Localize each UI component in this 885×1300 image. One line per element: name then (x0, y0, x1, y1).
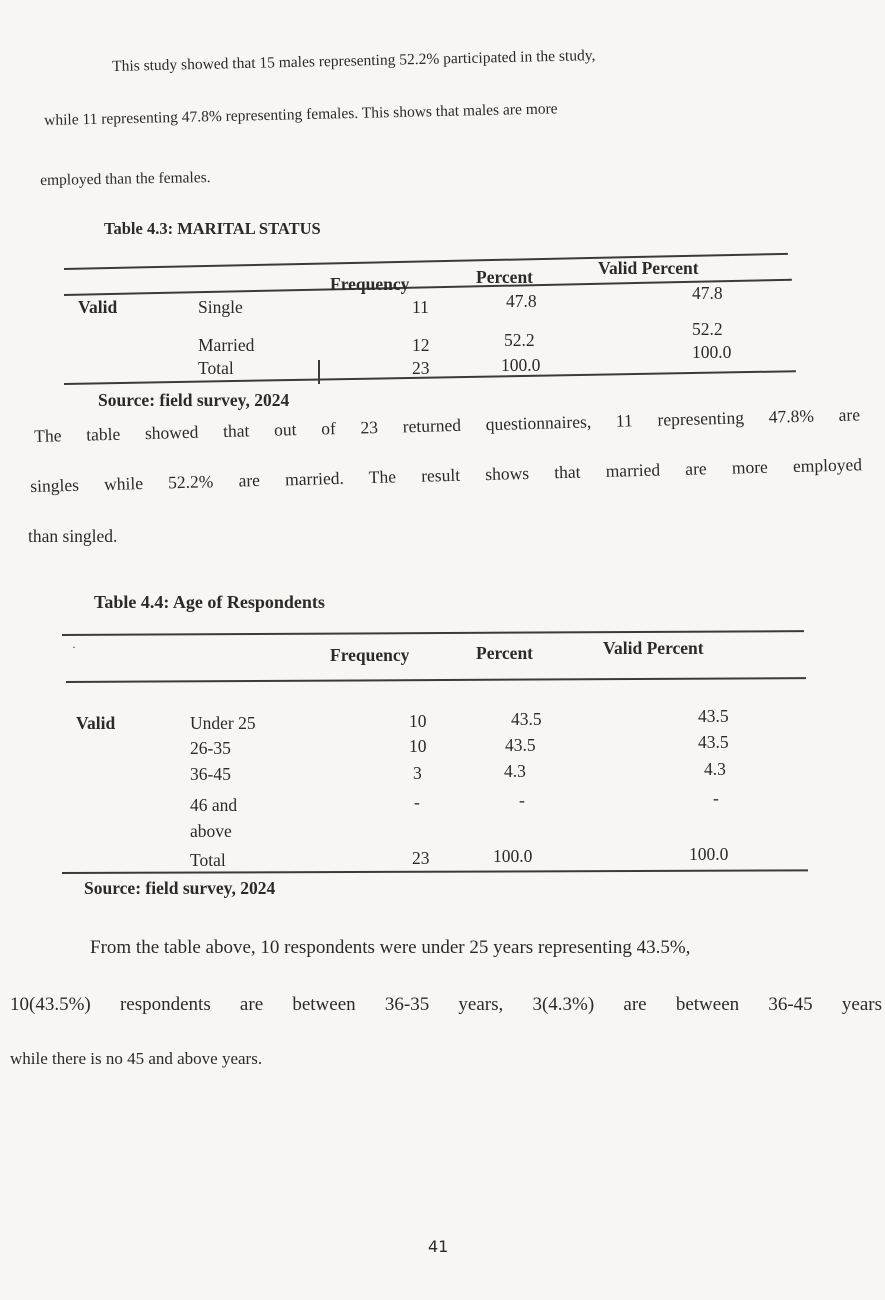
column-header-frequency: Frequency (330, 274, 410, 294)
marital-line-1: The table showed that out of 23 returned questionnaires, 11 representing 47.8% are (34, 404, 861, 446)
cell-frequency: 12 (412, 335, 430, 355)
row-label-46-and-above: 46 and (190, 795, 238, 815)
cell-valid-percent: 4.3 (704, 759, 726, 779)
cell-valid-percent: 52.2 (692, 319, 723, 339)
cell-valid-percent: 100.0 (689, 844, 729, 864)
cell-frequency: - (414, 792, 420, 812)
cell-frequency: 23 (412, 358, 430, 378)
page-number: 41 (428, 1237, 449, 1256)
row-label-single: Single (198, 297, 243, 317)
cell-percent: 52.2 (504, 330, 535, 350)
table-source: Source: field survey, 2024 (84, 878, 276, 898)
cell-percent: 100.0 (501, 355, 541, 375)
cell-frequency: 3 (413, 763, 422, 783)
row-label-married: Married (198, 335, 255, 355)
age-line-1: From the table above, 10 respondents were under 25 years representing 43.5%, (90, 937, 691, 958)
cell-percent: 43.5 (511, 709, 542, 729)
cell-valid-percent: 47.8 (692, 283, 723, 303)
column-header-valid-percent: Valid Percent (598, 258, 699, 278)
table-top-rule (62, 630, 804, 635)
cell-percent: - (519, 790, 525, 810)
table-bottom-rule (62, 869, 808, 873)
row-group-label: Valid (78, 297, 118, 317)
row-group-label: Valid (76, 713, 116, 733)
marital-line-3: than singled. (28, 526, 118, 546)
cell-percent: 100.0 (493, 846, 533, 866)
row-label-46-and-above-continued: above (190, 821, 232, 841)
row-label-26-35: 26-35 (190, 738, 231, 758)
cell-frequency: 23 (412, 848, 430, 868)
age-line-2: 10(43.5%) respondents are between 36-35 years, 3(4.3%) are between 36-45 years (10, 994, 882, 1015)
intro-line-3: employed than the females. (40, 169, 211, 189)
cell-frequency: 10 (409, 711, 427, 731)
row-label-total: Total (198, 358, 234, 378)
table-header-rule (64, 279, 792, 296)
table-caption: Table 4.3: MARITAL STATUS (104, 219, 321, 238)
cell-valid-percent: 100.0 (692, 342, 732, 362)
column-header-valid-percent: Valid Percent (603, 638, 704, 658)
cell-valid-percent: 43.5 (698, 732, 729, 752)
cell-valid-percent: - (713, 788, 719, 808)
cell-valid-percent: 43.5 (698, 706, 729, 726)
table-caption: Table 4.4: Age of Respondents (94, 592, 325, 612)
intro-line-2: while 11 representing 47.8% representing females. This shows that males are more (44, 100, 558, 129)
cell-percent: 4.3 (504, 761, 526, 781)
column-header-percent: Percent (476, 643, 534, 663)
cell-percent: 47.8 (506, 291, 537, 311)
age-line-3: while there is no 45 and above years. (10, 1049, 263, 1068)
cell-percent: 43.5 (505, 735, 536, 755)
table-divider (318, 360, 320, 384)
cell-frequency: 10 (409, 736, 427, 756)
row-label-total: Total (190, 850, 226, 870)
column-header-percent: Percent (476, 267, 534, 287)
marital-line-2: singles while 52.2% are married. The result shows that married are more employed (30, 454, 863, 496)
intro-line-1: This study showed that 15 males representing 52.2% participated in the study, (112, 47, 596, 75)
row-label-36-45: 36-45 (190, 764, 231, 784)
table-corner-mark: · (72, 640, 76, 654)
cell-frequency: 11 (412, 297, 429, 317)
column-header-frequency: Frequency (330, 645, 410, 665)
table-header-rule (66, 677, 806, 682)
table-source: Source: field survey, 2024 (98, 390, 290, 410)
row-label-under-25: Under 25 (190, 713, 256, 733)
